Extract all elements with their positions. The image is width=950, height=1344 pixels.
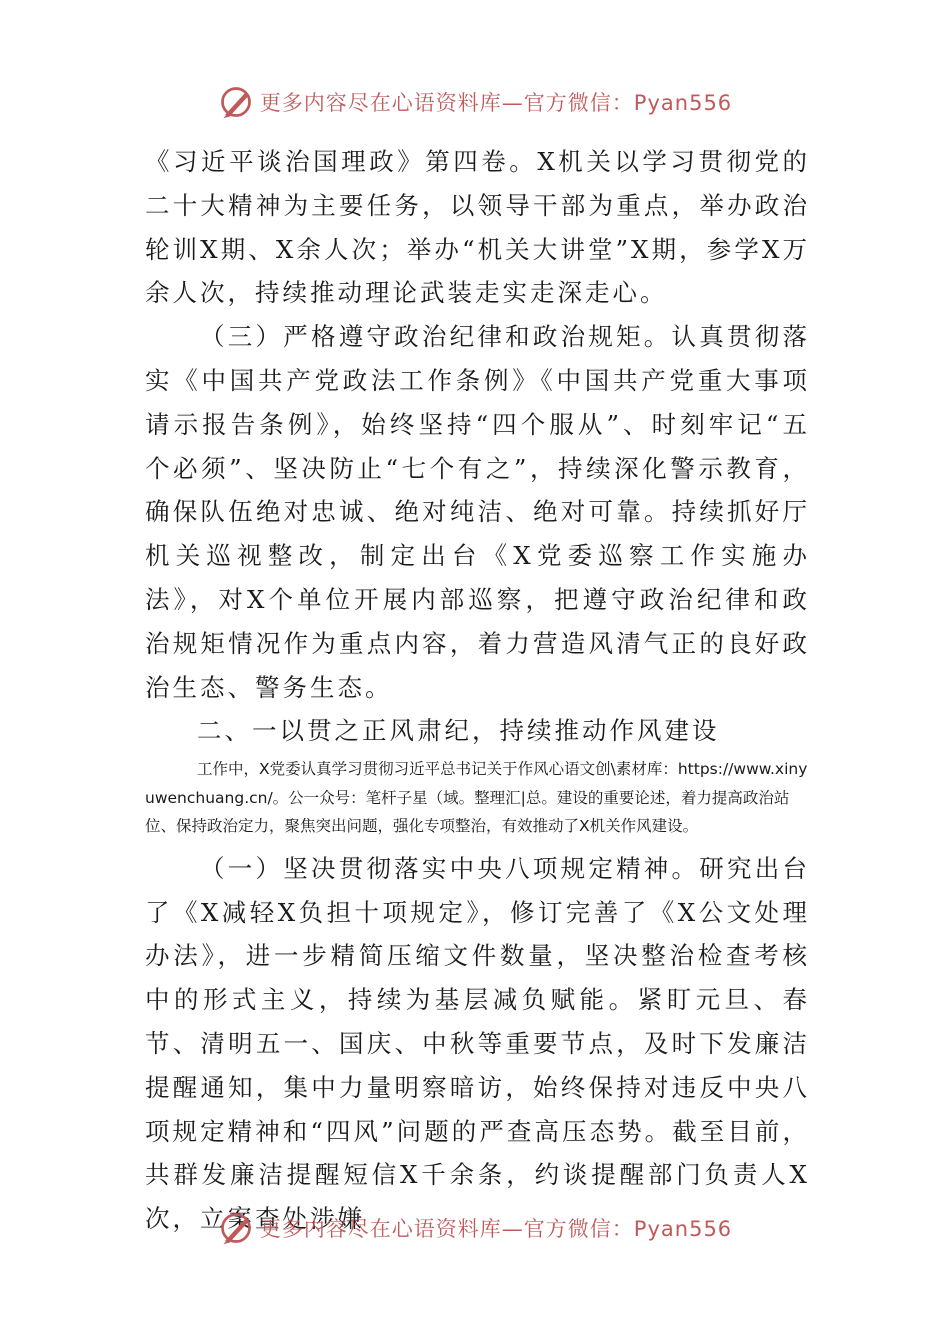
paragraph-1: 《习近平谈治国理政》第四卷。X机关以学习贯彻党的二十大精神为主要任务，以领导干部为重点，举办政治轮训X期、X余人次；举办“机关大讲堂”X期，参学X万余人次，持续推动理论武装走实走深走心。 xyxy=(145,147,810,308)
footer-banner-text: 更多内容尽在心语资料库—官方微信：Pyan556 xyxy=(259,1217,733,1241)
small-note: 工作中，X党委认真学习贯彻习近平总书记关于作风心语文创\素材库：https://www.xinyuwenchuang.cn/。公一众号：笔杆子星（域。整理汇|总。建设的重要论述，着力提高政治站位、保持政治定力，聚焦突出问题，强化专项整治，有效推动了X机关作风建设。 xyxy=(145,760,808,836)
footer-banner xyxy=(0,1206,950,1250)
header-banner-text: 更多内容尽在心语资料库—官方微信：Pyan556 xyxy=(259,91,733,115)
header-banner xyxy=(0,80,950,124)
pen-logo-icon xyxy=(218,1210,254,1246)
document-body xyxy=(145,140,810,1241)
paragraph-3: （一）坚决贯彻落实中央八项规定精神。研究出台了《X减轻X负担十项规定》，修订完善了《X公文处理办法》，进一步精简压缩文件数量，坚决整治检查考核中的形式主义，持续为基层减负赋能。紧盯元旦、春节、清明五一、国庆、中秋等重要节点，及时下发廉洁提醒通知，集中力量明察暗访，始终保持对违反中央八项规定精神和“四风”问题的严查高压态势。截至目前，共群发廉洁提醒短信X千余条，约谈提醒部门负责人X次，立案查处涉嫌 xyxy=(145,853,810,1234)
paragraph-2: （三）严格遵守政治纪律和政治规矩。认真贯彻落实《中国共产党政法工作条例》《中国共产党重大事项请示报告条例》，始终坚持“四个服从”、时刻牢记“五个必须”、坚决防止“七个有之”，持续深化警示教育，确保队伍绝对忠诚、绝对纯洁、绝对可靠。持续抓好厅机关巡视整改，制定出台《X党委巡察工作实施办法》，对X个单位开展内部巡察，把遵守政治纪律和政治规矩情况作为重点内容，着力营造风清气正的良好政治生态、警务生态。 xyxy=(145,322,810,702)
pen-logo-icon xyxy=(218,84,254,120)
section-heading-2: 二、一以贯之正风肃纪，持续推动作风建设 xyxy=(197,716,720,746)
